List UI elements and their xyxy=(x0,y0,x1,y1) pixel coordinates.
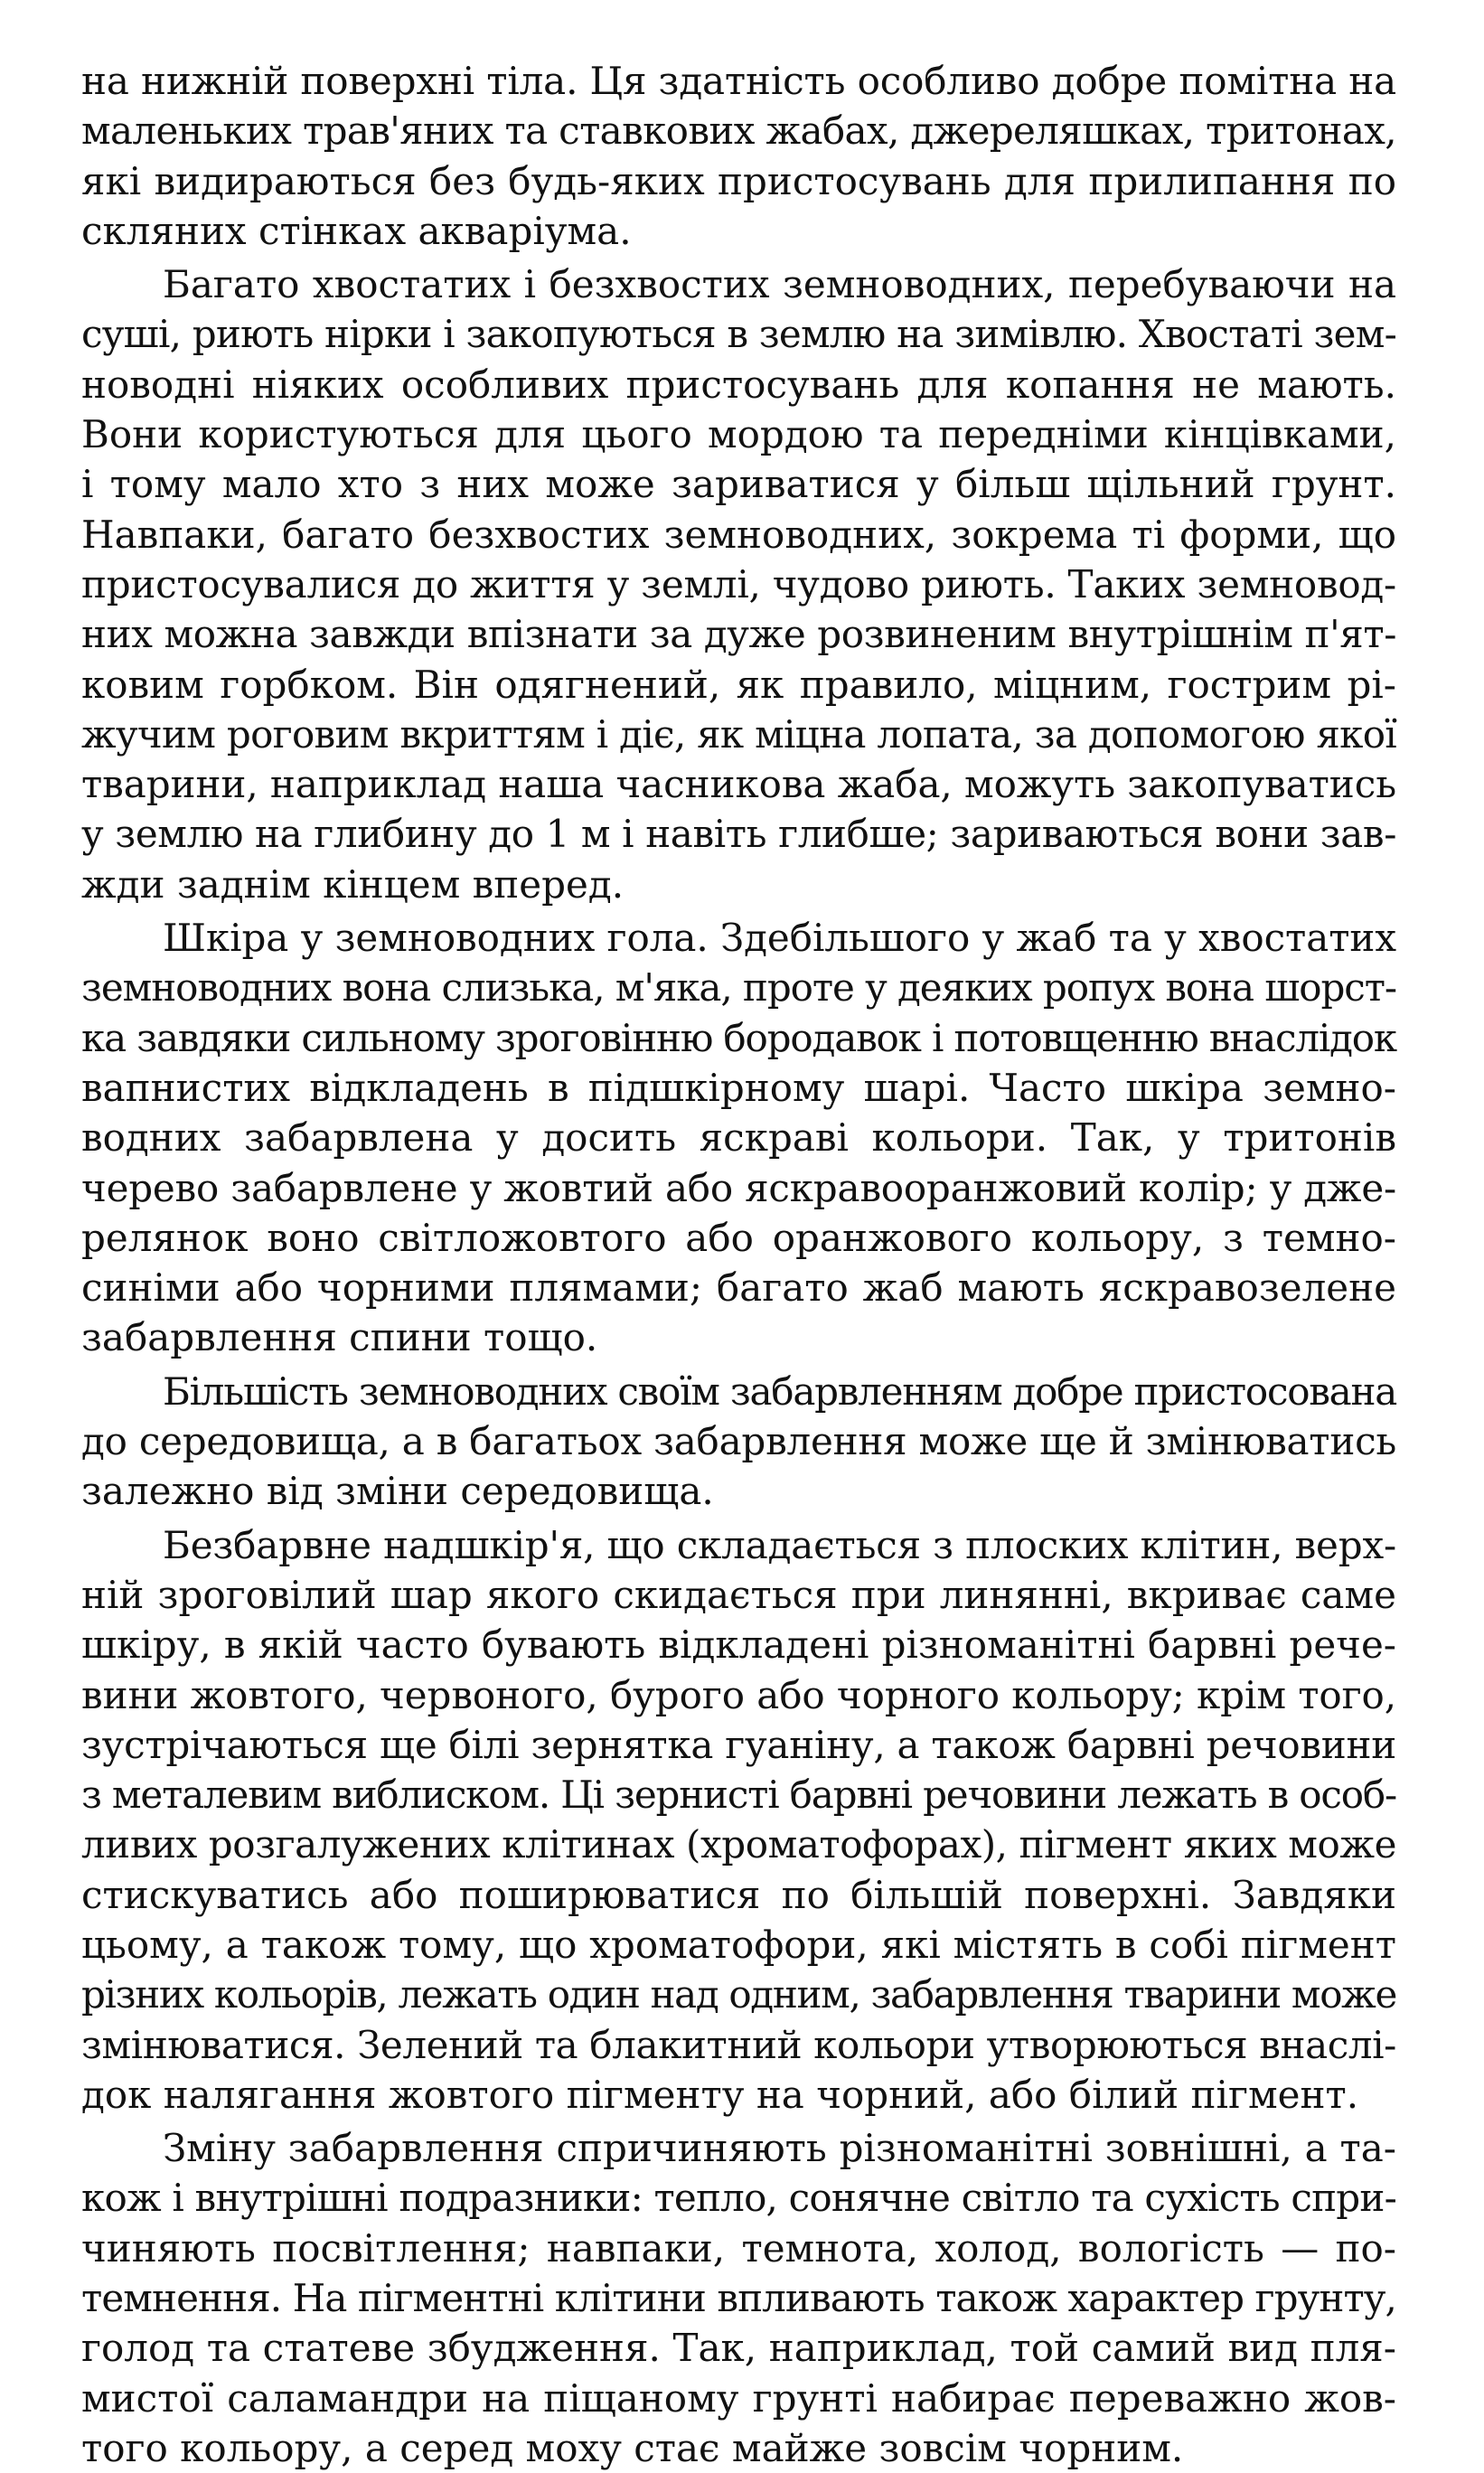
text-line: чиняють посвітлення; навпаки, темнота, холод, вологість — по- xyxy=(81,2225,1396,2271)
paragraph xyxy=(81,1520,1396,2120)
text-line: цьому, а також тому, що хроматофори, які містять в собі пігмент xyxy=(81,1922,1396,1967)
text-line: стискуватись або поширюватися по більшій поверхні. Завдяки xyxy=(81,1872,1396,1917)
text-line: того кольору, а серед моху стає майже зовсім чорним. xyxy=(81,2425,1184,2470)
text-line: мистої саламандри на піщаному грунті набирає переважно жов- xyxy=(81,2375,1396,2421)
text-line: ливих розгалужених клітинах (хроматофорах), пігмент яких може xyxy=(81,1822,1396,1867)
text-line: з металевим виблиском. Ці зернисті барвні речовини лежать в особ- xyxy=(81,1772,1396,1818)
text-line: суші, риють нірки і закопуються в землю на зимівлю. Хвостаті зем- xyxy=(81,312,1396,357)
text-line: Зміну забарвлення спричиняють різноманітні зовнішні, а та- xyxy=(163,2126,1396,2171)
paragraph xyxy=(81,259,1396,909)
text-line: маленьких трав'яних та ставкових жабах, джереляшках, тритонах, xyxy=(81,108,1397,154)
text-line: водних забарвлена у досить яскраві кольори. Так, у тритонів xyxy=(81,1115,1396,1161)
text-line: Навпаки, багато безхвостих земноводних, зокрема ті форми, що xyxy=(81,512,1396,557)
text-line: Безбарвне надшкір'я, що складається з плоских клітин, верх- xyxy=(163,1522,1397,1567)
paragraph xyxy=(81,913,1396,1363)
text-line: вини жовтого, червоного, бурого або чорного кольору; крім того, xyxy=(81,1672,1397,1717)
text-line: черево забарвлене у жовтий або яскравооранжовий колір; у дже- xyxy=(81,1165,1396,1210)
text-line: пристосувалися до життя у землі, чудово риють. Таких земновод- xyxy=(81,561,1396,606)
text-line: ній зроговілий шар якого скидається при линянні, вкриває саме xyxy=(81,1572,1396,1617)
text-line: тварини, наприклад наша часникова жаба, можуть закопуватись xyxy=(81,762,1396,807)
text-line: залежно від зміни середовища. xyxy=(81,1469,714,1514)
text-line: темнення. На пігментні клітини впливають також характер грунту, xyxy=(81,2276,1396,2321)
text-line: Шкіра у земноводних гола. Здебільшого у жаб та у хвостатих xyxy=(163,916,1396,961)
text-line: синіми або чорними плямами; багато жаб мають яскравозелене xyxy=(81,1265,1396,1311)
text-line: новодні ніяких особливих пристосувань для копання не мають. xyxy=(81,362,1396,407)
text-line: Більшість земноводних своїм забарвленням добре пристосована xyxy=(163,1368,1396,1414)
text-line: релянок воно світложовтого або оранжового кольору, з темно- xyxy=(81,1215,1396,1260)
text-line: які видираються без будь-яких пристосувань для прилипання по xyxy=(81,158,1396,203)
text-line: на нижній поверхні тіла. Ця здатність особливо добре помітна на xyxy=(81,59,1396,103)
text-line: зустрічаються ще білі зернятка гуаніну, а також барвні речовини xyxy=(81,1722,1397,1767)
text-line: ковим горбком. Він одягнений, як правило, міцним, гострим рі- xyxy=(81,662,1396,707)
text-line: ка завдяки сильному зроговінню бородавок і потовщенню внаслідок xyxy=(81,1015,1397,1060)
text-line: кож і внутрішні подразники: тепло, сонячне світло та сухість спри- xyxy=(81,2176,1396,2221)
text-line: і тому мало хто з них може зариватися у більш щільний грунт. xyxy=(81,462,1396,507)
paragraph xyxy=(81,2123,1396,2473)
text-line: жди заднім кінцем вперед. xyxy=(81,861,625,907)
text-line: скляних стінках акваріума. xyxy=(81,208,632,253)
book-page xyxy=(81,56,1397,2470)
paragraph xyxy=(81,1367,1396,1517)
text-line: змінюватися. Зелений та блакитний кольори утворюються внаслі- xyxy=(81,2022,1396,2067)
text-line: у землю на глибину до 1 м і навіть глибше; зариваються вони зав- xyxy=(81,812,1397,857)
text-line: док налягання жовтого пігменту на чорний, або білий пігмент. xyxy=(81,2072,1359,2117)
text-line: вапнистих відкладень в підшкірному шарі. Часто шкіра земно- xyxy=(81,1065,1396,1110)
text-line: Вони користуються для цього мордою та передніми кінцівками, xyxy=(81,412,1396,457)
text-line: земноводних вона слизька, м'яка, проте у деяких ропух вона шорст- xyxy=(81,965,1396,1011)
paragraph xyxy=(81,56,1396,256)
text-line: різних кольорів, лежать один над одним, забарвлення тварини може xyxy=(81,1972,1396,2017)
text-line: жучим роговим вкриттям і діє, як міцна лопата, за допомогою якої xyxy=(81,711,1396,757)
text-line: Багато хвостатих і безхвостих земноводних, перебуваючи на xyxy=(163,262,1396,307)
text-line: шкіру, в якій часто бувають відкладені різноманітні барвні рече- xyxy=(81,1622,1396,1668)
text-line: до середовища, а в багатьох забарвлення може ще й змінюватись xyxy=(81,1419,1397,1464)
text-line: голод та статеве збудження. Так, наприклад, той самий вид пля- xyxy=(81,2326,1396,2371)
text-line: забарвлення спини тощо. xyxy=(81,1315,598,1360)
text-line: них можна завжди впізнати за дуже розвиненим внутрішнім п'ят- xyxy=(81,612,1397,657)
